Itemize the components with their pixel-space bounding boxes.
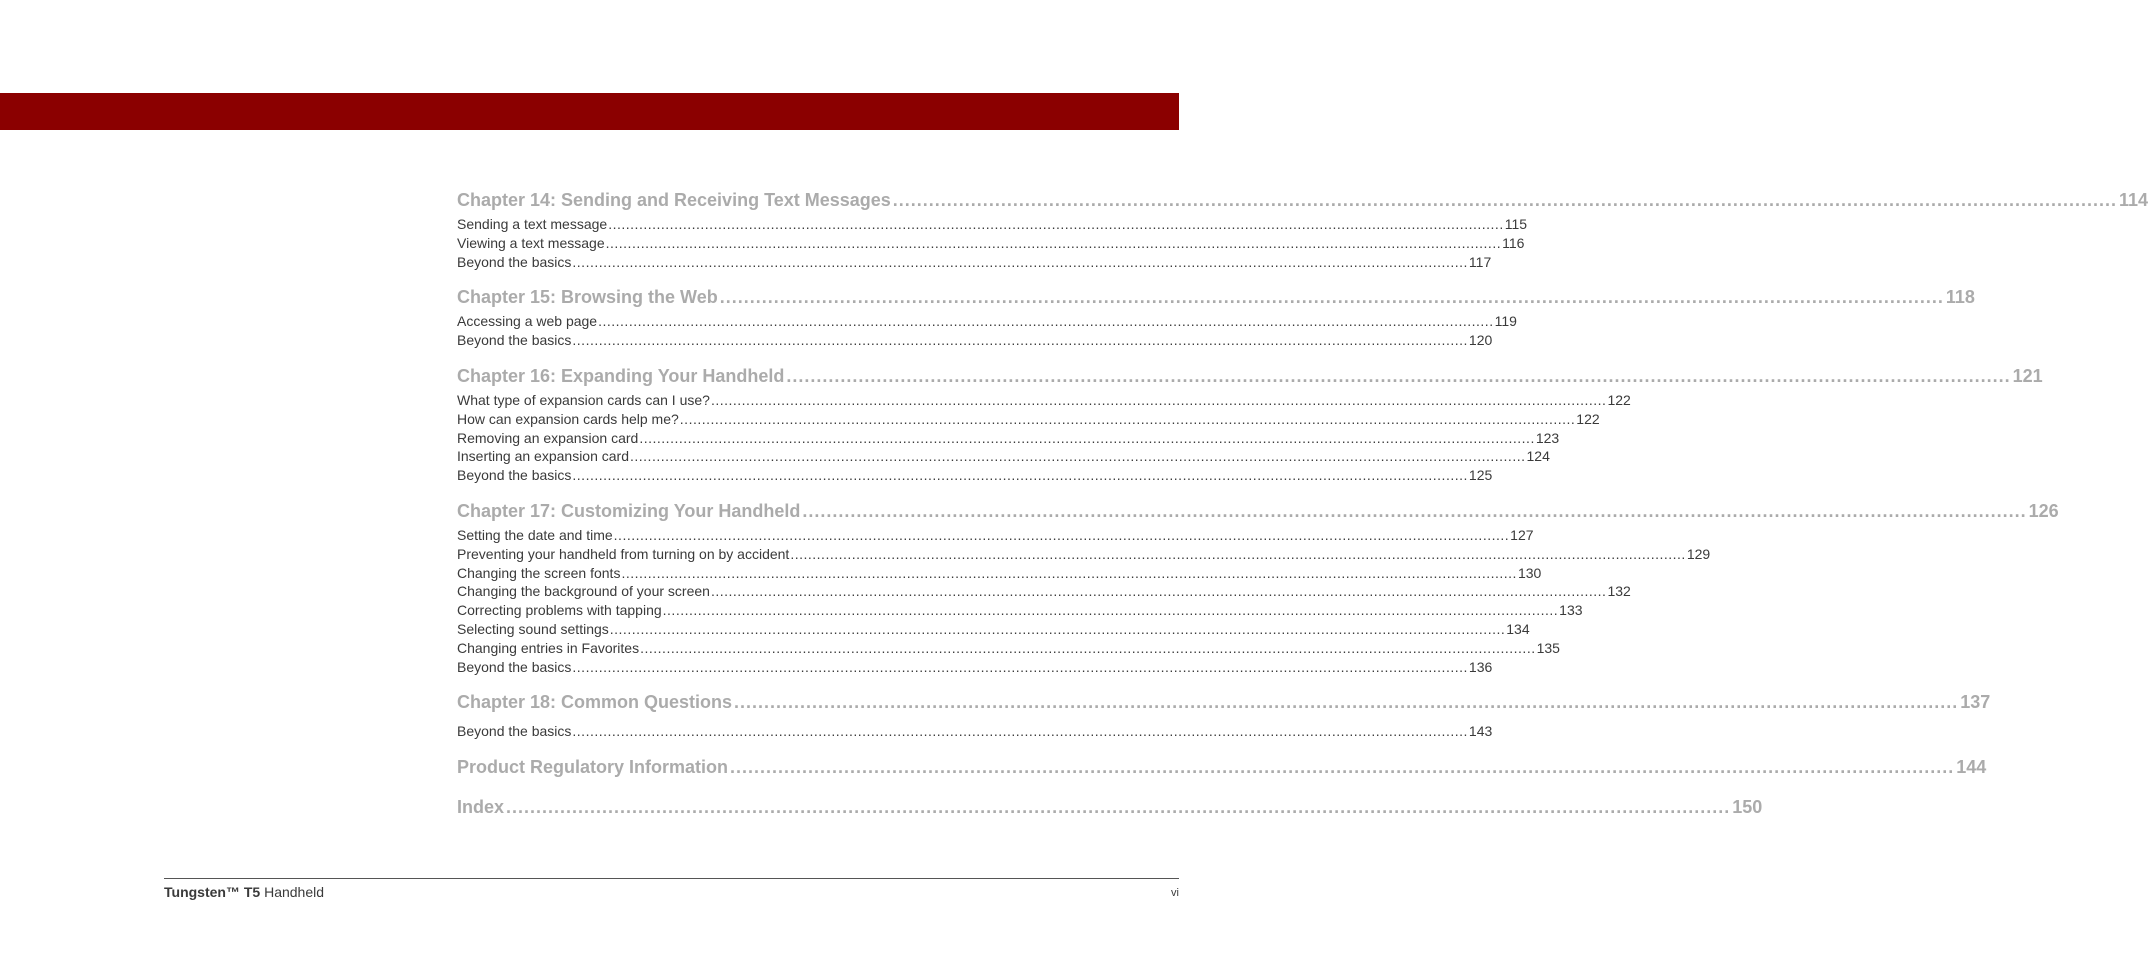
dot-leader: ............................................................................................................................................................................................................ xyxy=(719,287,1944,308)
entry-page: 133 xyxy=(1559,602,1583,619)
chapter-page: 144 xyxy=(1956,757,1987,778)
header-bar xyxy=(0,93,1179,130)
dot-leader: ............................................................................................................................................................................................................ xyxy=(640,639,1536,656)
entry-page: 136 xyxy=(1468,658,1493,675)
toc-entry[interactable] xyxy=(457,391,1631,410)
index-section xyxy=(457,795,1763,819)
dot-leader: ............................................................................................................................................................................................................ xyxy=(710,583,1607,600)
dot-leader: ............................................................................................................................................................................................................ xyxy=(608,216,1504,232)
entry-label: Beyond the basics xyxy=(457,658,572,675)
entry-label: Inserting an expansion card xyxy=(457,448,629,465)
toc-entry[interactable] xyxy=(457,620,1530,639)
table-of-contents xyxy=(457,188,2148,835)
toc-entry[interactable] xyxy=(457,331,1493,350)
entry-label: How can expansion cards help me? xyxy=(457,410,679,427)
entry-label: Changing the background of your screen xyxy=(457,583,710,600)
entry-label: Changing the screen fonts xyxy=(457,564,621,581)
dot-leader: ............................................................................................................................................................................................................ xyxy=(572,723,1468,740)
entry-page: 135 xyxy=(1536,639,1560,656)
chapter-title: Chapter 15: Browsing the Web xyxy=(457,287,718,308)
dot-leader: ............................................................................................................................................................................................................ xyxy=(790,545,1686,562)
entry-label: Removing an expansion card xyxy=(457,429,639,446)
entry-page: 119 xyxy=(1494,313,1517,330)
toc-entry[interactable] xyxy=(457,447,1550,466)
entry-page: 127 xyxy=(1510,526,1534,543)
entry-page: 120 xyxy=(1468,332,1493,349)
entry-label: Preventing your handheld from turning on by accident xyxy=(457,545,790,562)
toc-entry[interactable] xyxy=(457,564,1542,583)
toc-entry[interactable] xyxy=(457,722,1493,741)
entry-label: Beyond the basics xyxy=(457,467,572,484)
toc-entry[interactable] xyxy=(457,526,1534,545)
chapter-page: 114 xyxy=(2119,190,2148,210)
chapter-heading[interactable] xyxy=(457,364,2043,388)
entry-page: 117 xyxy=(1468,253,1492,270)
dot-leader: ............................................................................................................................................................................................................ xyxy=(630,448,1526,465)
entry-label: Viewing a text message xyxy=(457,234,605,251)
entry-page: 129 xyxy=(1686,545,1711,562)
chapter-title: Product Regulatory Information xyxy=(457,757,729,778)
entry-label: Sending a text message xyxy=(457,216,608,232)
entry-label: Beyond the basics xyxy=(457,253,572,270)
entry-page: 122 xyxy=(1576,410,1600,427)
dot-leader: ............................................................................................................................................................................................................ xyxy=(605,234,1502,251)
toc-entry[interactable] xyxy=(457,658,1493,677)
footer-product-name xyxy=(164,884,324,900)
dot-leader: ............................................................................................................................................................................................................ xyxy=(572,467,1468,484)
entry-label: Accessing a web page xyxy=(457,313,598,330)
dot-leader: ............................................................................................................................................................................................................ xyxy=(639,429,1535,446)
entry-label: Changing entries in Favorites xyxy=(457,639,640,656)
chapter-18 xyxy=(457,690,1991,741)
entry-label: Correcting problems with tapping xyxy=(457,602,662,619)
chapter-heading[interactable] xyxy=(457,499,2059,523)
toc-entry[interactable] xyxy=(457,429,1560,448)
chapter-heading[interactable] xyxy=(457,755,1987,779)
entry-label: What type of expansion cards can I use? xyxy=(457,391,710,408)
footer-divider xyxy=(164,878,1179,879)
chapter-title: Chapter 16: Expanding Your Handheld xyxy=(457,365,785,386)
chapter-15 xyxy=(457,285,1975,350)
dot-leader: ............................................................................................................................................................................................................ xyxy=(662,602,1559,619)
chapter-title: Index xyxy=(457,797,505,818)
chapter-heading[interactable] xyxy=(457,690,1991,714)
chapter-16 xyxy=(457,364,2043,485)
dot-leader: ............................................................................................................................................................................................................ xyxy=(506,797,1731,818)
entry-label: Beyond the basics xyxy=(457,723,572,740)
entry-label: Beyond the basics xyxy=(457,332,572,349)
entry-page: 124 xyxy=(1526,448,1550,465)
chapter-page: 118 xyxy=(1945,287,1975,308)
toc-entry[interactable] xyxy=(457,215,1528,234)
dot-leader: ............................................................................................................................................................................................................ xyxy=(730,757,1955,778)
entry-label: Selecting sound settings xyxy=(457,620,609,637)
entry-page: 132 xyxy=(1607,583,1631,600)
chapter-14 xyxy=(457,188,2148,271)
page-number: vi xyxy=(1171,887,1179,899)
chapter-page: 121 xyxy=(2012,365,2043,386)
chapter-title: Chapter 18: Common Questions xyxy=(457,692,733,713)
dot-leader: ............................................................................................................................................................................................................ xyxy=(613,526,1510,543)
chapter-page: 137 xyxy=(1960,692,1991,713)
dot-leader: ............................................................................................................................................................................................................ xyxy=(621,564,1517,581)
entry-page: 143 xyxy=(1468,723,1493,740)
toc-entry[interactable] xyxy=(457,410,1600,429)
entry-page: 115 xyxy=(1504,216,1528,232)
chapter-title: Chapter 14: Sending and Receiving Text Messages xyxy=(457,190,891,210)
toc-entry[interactable] xyxy=(457,234,1525,253)
footer-product: Handheld xyxy=(264,884,325,900)
chapter-page: 126 xyxy=(2028,500,2059,521)
dot-leader: ............................................................................................................................................................................................................ xyxy=(734,692,1959,713)
toc-entry[interactable] xyxy=(457,639,1560,658)
toc-entry[interactable] xyxy=(457,253,1492,272)
toc-entry[interactable] xyxy=(457,601,1583,620)
chapter-heading[interactable] xyxy=(457,795,1763,819)
entry-page: 134 xyxy=(1506,620,1530,637)
entry-label: Setting the date and time xyxy=(457,526,613,543)
toc-entry[interactable] xyxy=(457,466,1493,485)
regulatory-section xyxy=(457,755,1987,779)
entry-page: 125 xyxy=(1468,467,1493,484)
dot-leader: ............................................................................................................................................................................................................ xyxy=(786,365,2011,386)
entry-page: 116 xyxy=(1502,234,1525,251)
dot-leader: ............................................................................................................................................................................................................ xyxy=(710,391,1607,408)
dot-leader: ............................................................................................................................................................................................................ xyxy=(572,253,1468,270)
toc-entry[interactable] xyxy=(457,312,1517,331)
footer-brand: Tungsten™ T5 xyxy=(164,884,261,900)
chapter-page: 150 xyxy=(1732,797,1763,818)
dot-leader: ............................................................................................................................................................................................................ xyxy=(802,500,2027,521)
chapter-heading[interactable] xyxy=(457,188,2148,212)
toc-entry[interactable] xyxy=(457,582,1631,601)
entry-page: 130 xyxy=(1517,564,1542,581)
dot-leader: ............................................................................................................................................................................................................ xyxy=(572,332,1468,349)
dot-leader: ............................................................................................................................................................................................................ xyxy=(598,313,1494,330)
entry-page: 122 xyxy=(1607,391,1631,408)
chapter-title: Chapter 17: Customizing Your Handheld xyxy=(457,500,801,521)
entry-page: 123 xyxy=(1535,429,1560,446)
dot-leader: ............................................................................................................................................................................................................ xyxy=(679,410,1576,427)
dot-leader: ............................................................................................................................................................................................................ xyxy=(609,620,1506,637)
toc-entry[interactable] xyxy=(457,545,1711,564)
chapter-heading[interactable] xyxy=(457,285,1975,309)
dot-leader: ............................................................................................................................................................................................................ xyxy=(892,190,2117,210)
dot-leader: ............................................................................................................................................................................................................ xyxy=(572,658,1468,675)
chapter-17 xyxy=(457,499,2059,676)
